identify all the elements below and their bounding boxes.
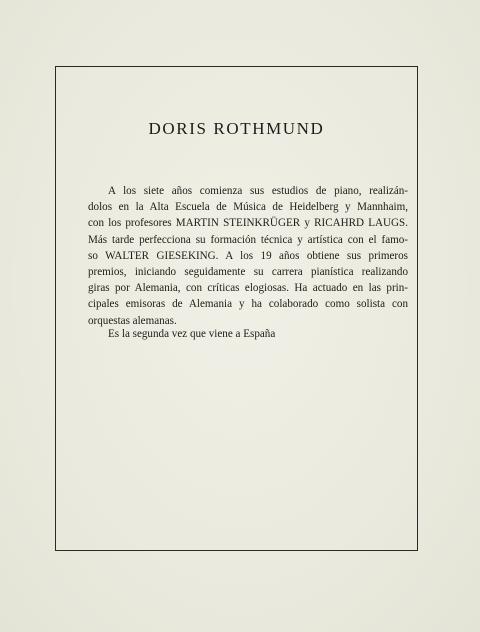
closing-sentence: Es la segunda vez que viene a España <box>108 328 276 340</box>
bio-line: giras por Alemania, con críticas elogiosas. Ha actuado en las prin- <box>88 282 408 295</box>
bio-line: so WALTER GIESEKING. A los 19 años obtiene sus primeros <box>88 249 408 262</box>
bio-line: A los siete años comienza sus estudios de piano, realizán- <box>108 185 408 197</box>
bio-line: cipales emisoras de Alemania y ha colaborado como solista con <box>88 298 408 311</box>
bio-line: Más tarde perfecciona su formación técnica y artística con el famo- <box>88 233 408 246</box>
bio-line: dolos en la Alta Escuela de Música de Heidelberg y Mannhaim, <box>88 201 408 214</box>
bio-line: con los profesores MARTIN STEINKRÜGER y RICAHRD LAUGS. <box>88 217 408 230</box>
bio-line: orquestas alemanas. <box>88 314 177 327</box>
page-title: DORIS ROTHMUND <box>148 119 325 138</box>
bio-line: premios, iniciando seguidamente su carrera pianística realizando <box>88 266 408 279</box>
biography-paragraph <box>88 183 408 329</box>
